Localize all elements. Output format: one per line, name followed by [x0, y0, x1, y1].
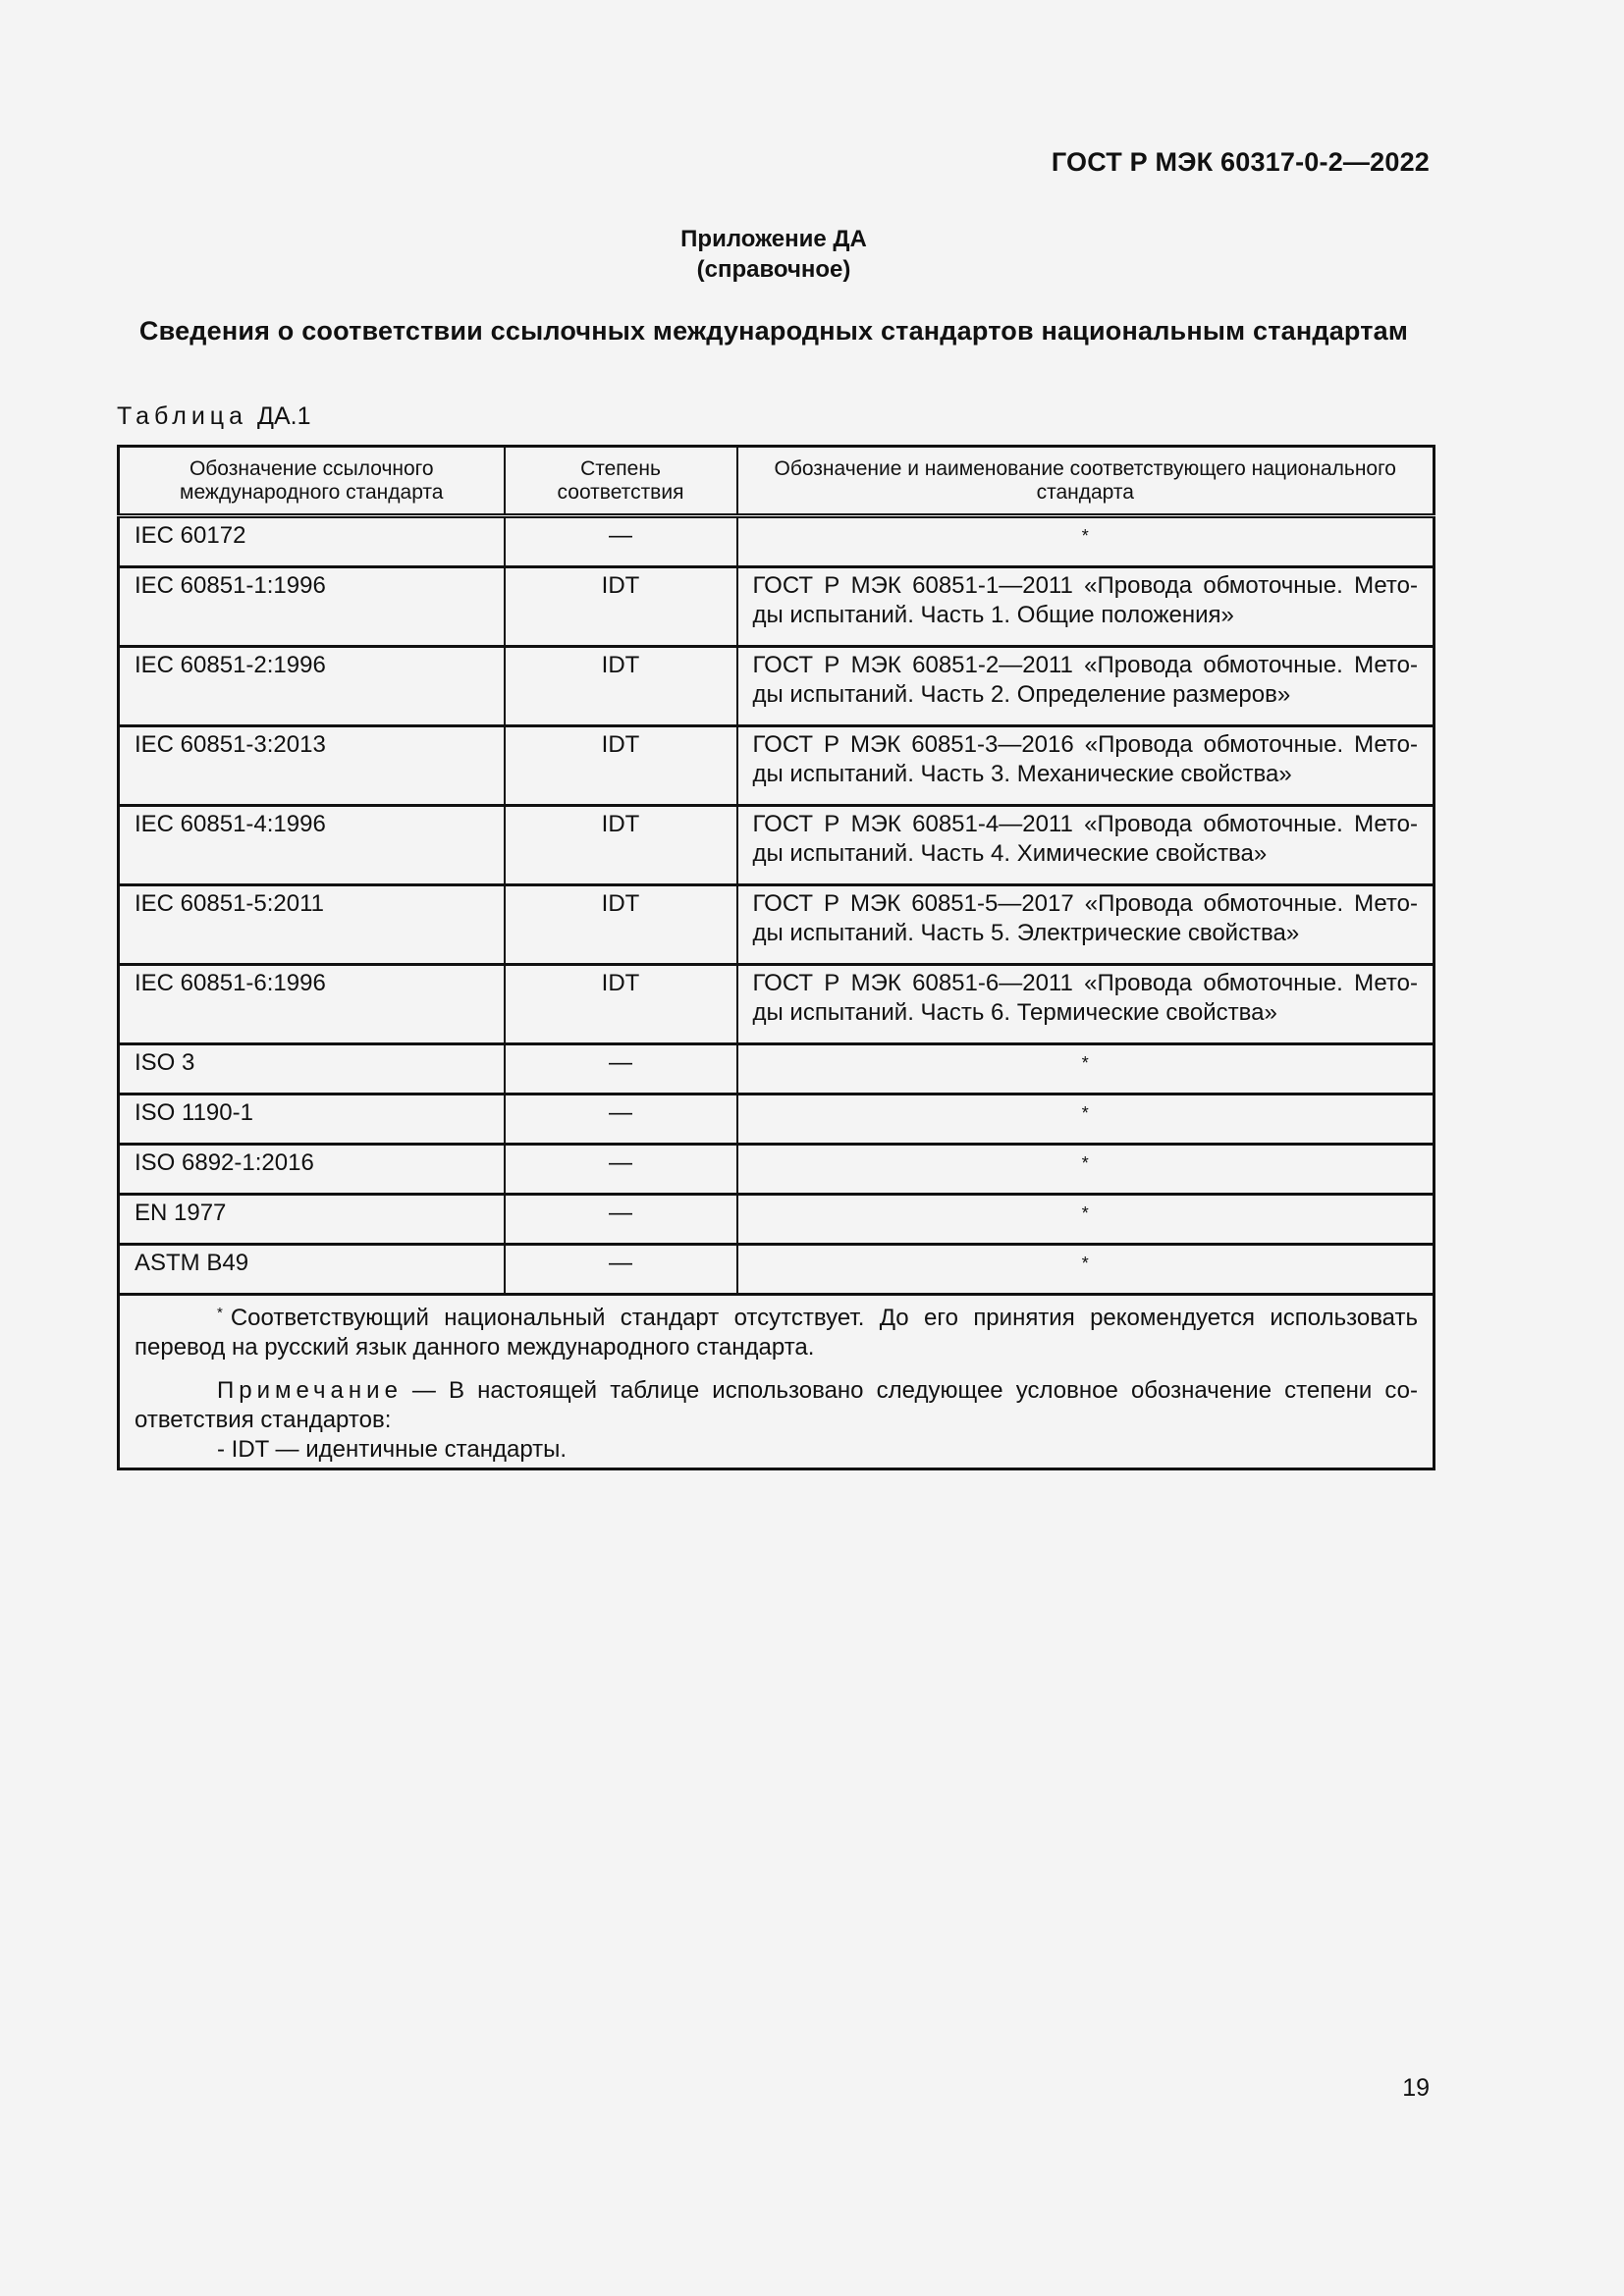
appendix-title: Приложение ДА [680, 226, 867, 252]
cell-degree: — [505, 1195, 737, 1245]
cell-intl-standard: IEC 60851-5:2011 [119, 885, 505, 965]
note-text: — В настоящей таблице использовано следующее условное обозначение степени со-ответствия стандартов: [135, 1377, 1418, 1433]
document-code: ГОСТ Р МЭК 60317-0-2—2022 [1051, 147, 1430, 177]
appendix-subtitle: (справочное) [696, 256, 851, 283]
table-row [119, 1145, 1435, 1195]
cell-intl-standard: IEC 60851-3:2013 [119, 726, 505, 806]
cell-intl-standard: EN 1977 [119, 1195, 505, 1245]
cell-intl-standard: ISO 1190-1 [119, 1095, 505, 1145]
cell-national-standard: * [737, 516, 1435, 567]
header-degree: Степень соответствия [505, 447, 737, 516]
table-row [119, 647, 1435, 726]
cell-intl-standard: ISO 6892-1:2016 [119, 1145, 505, 1195]
cell-degree: — [505, 1145, 737, 1195]
table-row [119, 1245, 1435, 1295]
note [135, 1376, 1418, 1435]
cell-intl-standard: IEC 60851-6:1996 [119, 965, 505, 1044]
cell-national-standard: * [737, 1195, 1435, 1245]
table-caption [117, 402, 311, 431]
cell-degree: IDT [505, 726, 737, 806]
header-international-standard: Обозначение ссылочного международного стандарта [119, 447, 505, 516]
cell-degree: IDT [505, 647, 737, 726]
table-row [119, 885, 1435, 965]
cell-intl-standard: ASTM B49 [119, 1245, 505, 1295]
cell-intl-standard: IEC 60172 [119, 516, 505, 567]
table-row [119, 726, 1435, 806]
cell-national-standard: * [737, 1145, 1435, 1195]
section-title: Сведения о соответствии ссылочных международных стандартов национальным стандартам [138, 316, 1409, 346]
cell-national-standard: ГОСТ Р МЭК 60851-5—2017 «Провода обмоточные. Мето-ды испытаний. Часть 5. Электрические свойства» [737, 885, 1435, 965]
table-caption-label: Таблица [117, 402, 248, 430]
table-notes-row [119, 1295, 1435, 1469]
footnote-text: Соответствующий национальный стандарт отсутствует. До его принятия рекомендуется использовать перевод на русский язык данного международного стандарта. [135, 1305, 1418, 1361]
cell-national-standard: ГОСТ Р МЭК 60851-6—2011 «Провода обмоточные. Мето-ды испытаний. Часть 6. Термические свойства» [737, 965, 1435, 1044]
footnote [135, 1299, 1418, 1362]
cell-degree: — [505, 516, 737, 567]
table-row [119, 1195, 1435, 1245]
cell-degree: IDT [505, 567, 737, 647]
cell-national-standard: ГОСТ Р МЭК 60851-1—2011 «Провода обмоточные. Мето-ды испытаний. Часть 1. Общие положения» [737, 567, 1435, 647]
cell-intl-standard: IEC 60851-4:1996 [119, 806, 505, 885]
cell-national-standard: * [737, 1044, 1435, 1095]
cell-intl-standard: ISO 3 [119, 1044, 505, 1095]
cell-degree: — [505, 1095, 737, 1145]
appendix-heading [0, 224, 1547, 285]
cell-degree: IDT [505, 965, 737, 1044]
table-header-row [119, 447, 1435, 516]
footnote-mark: * [217, 1305, 223, 1321]
cell-national-standard: ГОСТ Р МЭК 60851-3—2016 «Провода обмоточные. Мето-ды испытаний. Часть 3. Механические свойства» [737, 726, 1435, 806]
table-row [119, 1044, 1435, 1095]
cell-degree: — [505, 1044, 737, 1095]
cell-degree: — [505, 1245, 737, 1295]
cell-national-standard: * [737, 1095, 1435, 1145]
note-item: - IDT — идентичные стандарты. [217, 1436, 568, 1463]
cell-national-standard: ГОСТ Р МЭК 60851-2—2011 «Провода обмоточные. Мето-ды испытаний. Часть 2. Определение размеров» [737, 647, 1435, 726]
table-row [119, 806, 1435, 885]
standards-table [117, 445, 1435, 1470]
table-notes-cell [119, 1295, 1435, 1469]
header-national-standard: Обозначение и наименование соответствующего национального стандарта [737, 447, 1435, 516]
table-row [119, 567, 1435, 647]
cell-national-standard: ГОСТ Р МЭК 60851-4—2011 «Провода обмоточные. Мето-ды испытаний. Часть 4. Химические свойства» [737, 806, 1435, 885]
table-row [119, 965, 1435, 1044]
note-label: Примечание [217, 1377, 403, 1404]
cell-intl-standard: IEC 60851-1:1996 [119, 567, 505, 647]
table-caption-id: ДА.1 [257, 402, 311, 430]
table-row [119, 1095, 1435, 1145]
cell-national-standard: * [737, 1245, 1435, 1295]
cell-degree: IDT [505, 806, 737, 885]
cell-intl-standard: IEC 60851-2:1996 [119, 647, 505, 726]
table-row [119, 516, 1435, 567]
cell-degree: IDT [505, 885, 737, 965]
page-number: 19 [1402, 2074, 1430, 2102]
